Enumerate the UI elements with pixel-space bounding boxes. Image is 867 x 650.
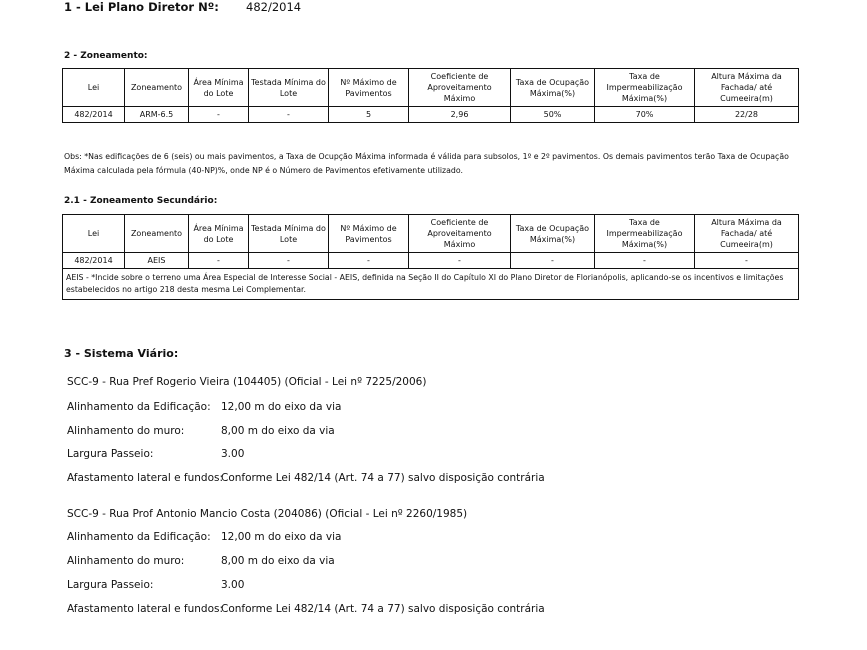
table-note-row <box>63 269 799 300</box>
plano-diretor-value: 482/2014 <box>246 0 302 14</box>
header-taxa-ocupacao: Taxa de Ocupação Máxima(%) <box>511 215 595 253</box>
cell-altura-maxima: - <box>695 253 799 269</box>
header-altura-maxima: Altura Máxima da Fachada/ até Cumeeira(m) <box>695 215 799 253</box>
table-header-row <box>63 215 799 253</box>
alinhamento-muro-value: 8,00 m do eixo da via <box>221 425 335 437</box>
largura-passeio-value: 3.00 <box>221 579 245 591</box>
alinhamento-muro-label: Alinhamento do muro: <box>67 425 185 437</box>
street-name: SCC-9 - Rua Prof Antonio Mancio Costa (204086) (Oficial - Lei nº 2260/1985) <box>67 508 468 520</box>
street-name: SCC-9 - Rua Pref Rogerio Vieira (104405) (Oficial - Lei nº 7225/2006) <box>67 376 427 388</box>
cell-taxa-impermeabilizacao: - <box>595 253 695 269</box>
cell-altura-maxima: 22/28 <box>695 107 799 123</box>
cell-coeficiente: 2,96 <box>409 107 511 123</box>
afastamento-label: Afastamento lateral e fundos: <box>67 472 224 484</box>
alinhamento-muro-value: 8,00 m do eixo da via <box>221 555 335 567</box>
header-coeficiente: Coeficiente de Aproveitamento Máximo <box>409 69 511 107</box>
zoneamento-secundario-table <box>62 214 799 300</box>
cell-zoneamento: ARM-6.5 <box>125 107 189 123</box>
header-zoneamento: Zoneamento <box>125 69 189 107</box>
alinhamento-edificacao-label: Alinhamento da Edificação: <box>67 401 211 413</box>
plano-diretor-label: 1 - Lei Plano Diretor Nº: <box>64 0 219 14</box>
cell-coeficiente: - <box>409 253 511 269</box>
largura-passeio-label: Largura Passeio: <box>67 579 154 591</box>
zoneamento-title: 2 - Zoneamento: <box>64 51 148 61</box>
zoneamento-table <box>62 68 799 123</box>
header-area-minima: Área Mínima do Lote <box>189 215 249 253</box>
header-testada-minima: Testada Mínima do Lote <box>249 69 329 107</box>
alinhamento-edificacao-label: Alinhamento da Edificação: <box>67 531 211 543</box>
table-header-row <box>63 69 799 107</box>
cell-taxa-ocupacao: 50% <box>511 107 595 123</box>
header-area-minima: Área Mínima do Lote <box>189 69 249 107</box>
cell-area-minima: - <box>189 107 249 123</box>
cell-lei: 482/2014 <box>63 253 125 269</box>
largura-passeio-label: Largura Passeio: <box>67 448 154 460</box>
cell-lei: 482/2014 <box>63 107 125 123</box>
header-max-pavimentos: Nº Máximo de Pavimentos <box>329 215 409 253</box>
cell-zoneamento: AEIS <box>125 253 189 269</box>
cell-testada-minima: - <box>249 253 329 269</box>
sistema-viario-title: 3 - Sistema Viário: <box>64 347 179 360</box>
afastamento-label: Afastamento lateral e fundos: <box>67 603 224 615</box>
header-testada-minima: Testada Mínima do Lote <box>249 215 329 253</box>
aeis-note: AEIS - *Incide sobre o terreno uma Área Especial de Interesse Social - AEIS, definida na Seção II do Capítulo XI do Plano Diretor de Florianópolis, aplicando-se os incentivos e limitações estabelecidos no artigo 218 desta mesma Lei Complementar. <box>63 269 799 300</box>
alinhamento-muro-label: Alinhamento do muro: <box>67 555 185 567</box>
header-taxa-impermeabilizacao: Taxa de Impermeabilização Máxima(%) <box>595 215 695 253</box>
largura-passeio-value: 3.00 <box>221 448 245 460</box>
cell-max-pavimentos: 5 <box>329 107 409 123</box>
afastamento-value: Conforme Lei 482/14 (Art. 74 a 77) salvo disposição contrária <box>221 472 545 484</box>
header-taxa-ocupacao: Taxa de Ocupação Máxima(%) <box>511 69 595 107</box>
header-taxa-impermeabilizacao: Taxa de Impermeabilização Máxima(%) <box>595 69 695 107</box>
zoneamento-secundario-title: 2.1 - Zoneamento Secundário: <box>64 196 218 206</box>
table-row <box>63 107 799 123</box>
alinhamento-edificacao-value: 12,00 m do eixo da via <box>221 531 342 543</box>
cell-area-minima: - <box>189 253 249 269</box>
header-coeficiente: Coeficiente de Aproveitamento Máximo <box>409 215 511 253</box>
header-lei: Lei <box>63 69 125 107</box>
table-row <box>63 253 799 269</box>
header-zoneamento: Zoneamento <box>125 215 189 253</box>
cell-testada-minima: - <box>249 107 329 123</box>
cell-max-pavimentos: - <box>329 253 409 269</box>
zoneamento-obs: Obs: *Nas edificações de 6 (seis) ou mais pavimentos, a Taxa de Ocupção Máxima informada é válida para subsolos, 1º e 2º pavimentos. Os demais pavimentos terão Taxa de Ocupação Máxima calculada pela fórmula (40-NP)%, onde NP é o Número de Pavimentos efetivamente utilizado. <box>64 152 789 175</box>
header-max-pavimentos: Nº Máximo de Pavimentos <box>329 69 409 107</box>
alinhamento-edificacao-value: 12,00 m do eixo da via <box>221 401 342 413</box>
cell-taxa-ocupacao: - <box>511 253 595 269</box>
afastamento-value: Conforme Lei 482/14 (Art. 74 a 77) salvo disposição contrária <box>221 603 545 615</box>
header-altura-maxima: Altura Máxima da Fachada/ até Cumeeira(m) <box>695 69 799 107</box>
cell-taxa-impermeabilizacao: 70% <box>595 107 695 123</box>
header-lei: Lei <box>63 215 125 253</box>
